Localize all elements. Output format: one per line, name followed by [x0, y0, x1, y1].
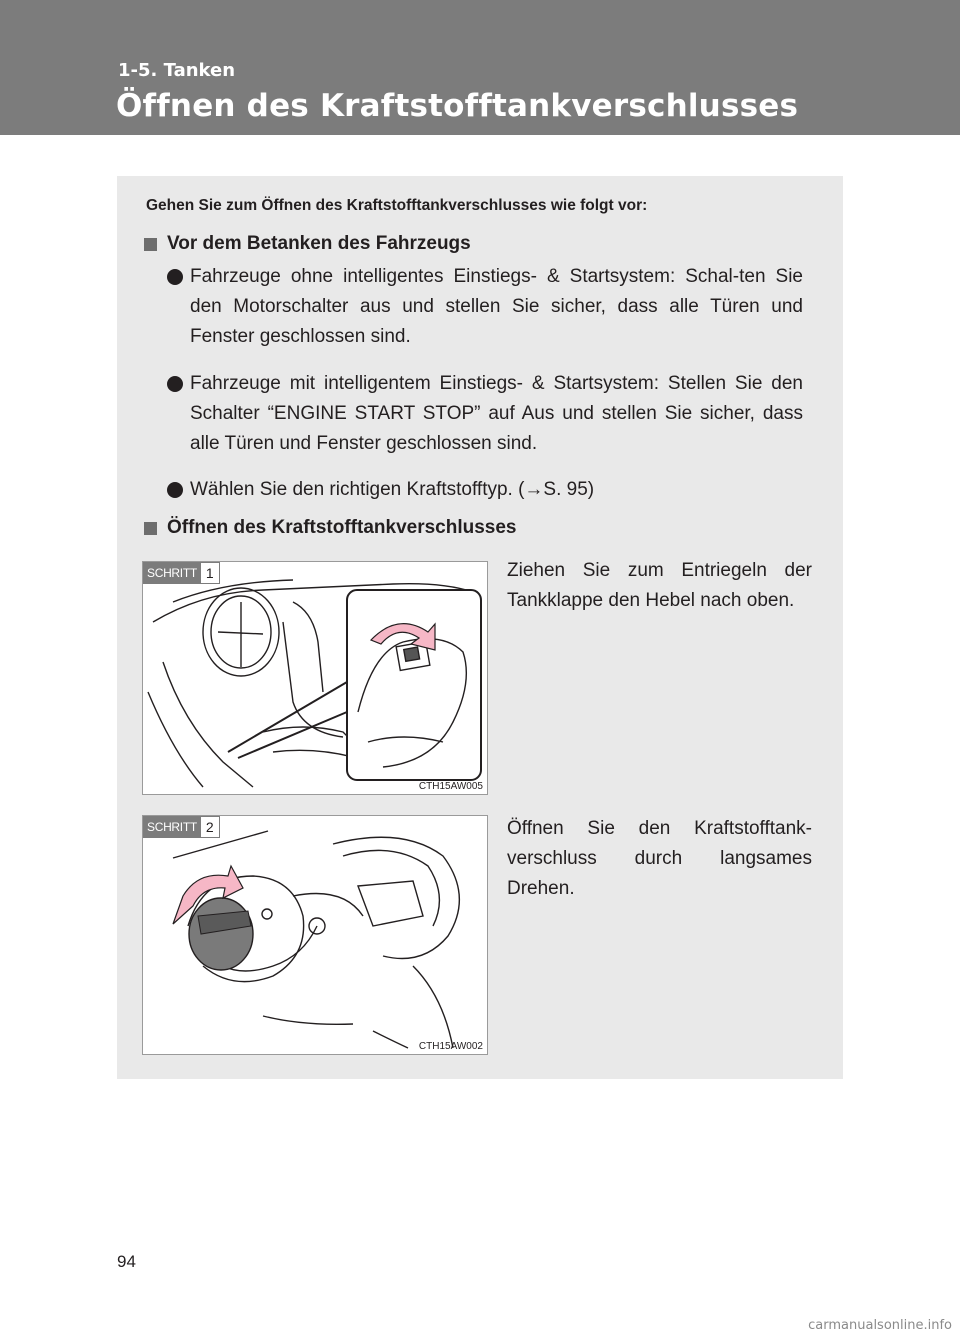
- bullet-text: Wählen Sie den richtigen Kraftstofftyp. (→S. 95): [190, 479, 595, 500]
- step-label: SCHRITT: [143, 816, 201, 838]
- step-label: SCHRITT: [143, 562, 201, 584]
- step-number: 2: [201, 816, 220, 838]
- bullet-text: Fahrzeuge ohne intelligentes Einstiegs- & Startsystem: Schal-ten Sie den Motorschalter aus und stellen Sie sicher, dass alle Türen und Fenster geschlossen sind.: [190, 266, 803, 347]
- intro-text: Gehen Sie zum Öffnen des Kraftstofftankverschlusses wie folgt vor:: [146, 197, 648, 214]
- subheading-before-refuel: [144, 233, 471, 255]
- square-bullet-icon: [144, 238, 157, 251]
- page-number: 94: [117, 1252, 136, 1271]
- subheading-label: Vor dem Betanken des Fahrzeugs: [167, 233, 471, 254]
- bullet-item: [167, 262, 803, 352]
- step-1-badge: [143, 562, 220, 584]
- lever-illustration: [143, 562, 487, 794]
- subheading-label: Öffnen des Kraftstofftankverschlusses: [167, 517, 517, 538]
- bullet-item: [167, 475, 803, 505]
- subheading-open-cap: [144, 517, 517, 539]
- section-label: 1-5. Tanken: [118, 60, 236, 81]
- step-2-text: Öffnen Sie den Kraftstofftank-verschluss durch langsames Drehen.: [507, 818, 812, 899]
- step-1-figure: [142, 561, 488, 795]
- step-2-badge: [143, 816, 220, 838]
- figure-code: CTH15AW005: [418, 781, 483, 792]
- step-2-figure: [142, 815, 488, 1055]
- watermark[interactable]: carmanualsonline.info: [808, 1318, 952, 1333]
- round-bullet-icon: [167, 482, 183, 498]
- round-bullet-icon: [167, 376, 183, 392]
- square-bullet-icon: [144, 522, 157, 535]
- figure-code: CTH15AW002: [418, 1041, 483, 1052]
- round-bullet-icon: [167, 269, 183, 285]
- fuel-cap-illustration: [143, 816, 487, 1054]
- bullet-item: [167, 369, 803, 459]
- bullet-text: Fahrzeuge mit intelligentem Einstiegs- & Startsystem: Stellen Sie den Schalter “ENGINE START STOP” auf Aus und stellen Sie sicher, dass alle Türen und Fenster geschlossen sind.: [190, 373, 803, 454]
- step-number: 1: [201, 562, 220, 584]
- page-title: Öffnen des Kraftstofftankverschlusses: [116, 88, 799, 124]
- step-1-text: Ziehen Sie zum Entriegeln der Tankklappe den Hebel nach oben.: [507, 560, 812, 611]
